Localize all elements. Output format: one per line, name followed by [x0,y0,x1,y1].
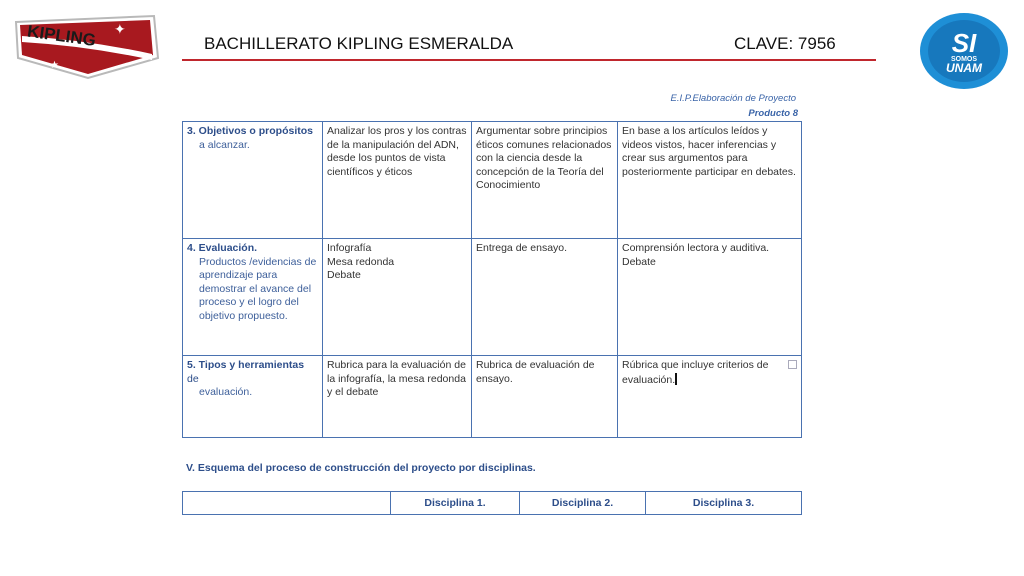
table-cell-editing[interactable] [618,356,802,438]
table-row [183,239,802,356]
table-cell: Infografía Mesa redonda Debate [323,239,472,356]
table-row [183,492,802,515]
section-title: 5. Tipos y herramientas [187,359,305,371]
schema-title: V. Esquema del proceso de construcción del proyecto por disciplinas. [186,462,536,474]
table-cell: Rubrica de evaluación de ensayo. [472,356,618,438]
section-header-cell [183,356,323,438]
school-clave: CLAVE: 7956 [734,34,836,53]
table-cell: Comprensión lectora y auditiva. Debate [618,239,802,356]
table-cell: Analizar los pros y los contras de la manipulación del ADN, desde los puntos de vista científicos y éticos [323,122,472,239]
doc-meta-product: Producto 8 [748,108,798,119]
table-row [183,122,802,239]
unam-logo-unam: UNAM [946,61,982,75]
unam-logo-somos: SOMOS [950,56,978,63]
school-title: BACHILLERATO KIPLING ESMERALDA [204,34,514,53]
discipline-2: Disciplina 2. [520,492,646,515]
discipline-3: Disciplina 3. [646,492,802,515]
text-cursor [675,373,677,385]
project-table [182,121,802,438]
unam-logo-big: SI [951,28,977,58]
header-divider [182,59,876,61]
kipling-logo-text: KIPLING [26,21,98,51]
section-description: a alcanzar. [199,138,250,151]
section-title: 3. Objetivos o propósitos [187,125,314,137]
section-description: Productos /evidencias de aprendizaje para demostrar el avance del proceso y el logro del objetivo propuesto. [199,255,317,322]
doc-meta-project: E.I.P.Elaboración de Proyecto [670,93,796,104]
section-header-cell [183,239,323,356]
discipline-cell-empty [183,492,391,515]
svg-text:✦: ✦ [114,21,126,37]
section-description: evaluación. [199,386,253,398]
svg-text:★: ★ [50,60,59,71]
disciplines-table [182,491,802,515]
table-cell: Argumentar sobre principios éticos comunes relacionados con la ciencia desde la concepción de la Teoría del Conocimiento [472,122,618,239]
table-row [183,356,802,438]
discipline-1: Disciplina 1. [391,492,520,515]
section-title: 4. Evaluación. [187,242,258,254]
table-cell: Rubrica para la evaluación de la infografía, la mesa redonda y el debate [323,356,472,438]
table-cell: En base a los artículos leídos y videos vistos, hacer inferencias y crear sus argumentos para posteriormente participar en debates. [618,122,802,239]
kipling-logo [10,10,160,82]
table-cell-text[interactable]: Rúbrica que incluye criterios de evaluación. [622,359,769,386]
table-cell: Entrega de ensayo. [472,239,618,356]
unam-logo [918,10,1010,92]
resize-handle-icon[interactable] [788,360,797,369]
section-header-cell [183,122,323,239]
section-title-suffix: de [187,372,199,385]
